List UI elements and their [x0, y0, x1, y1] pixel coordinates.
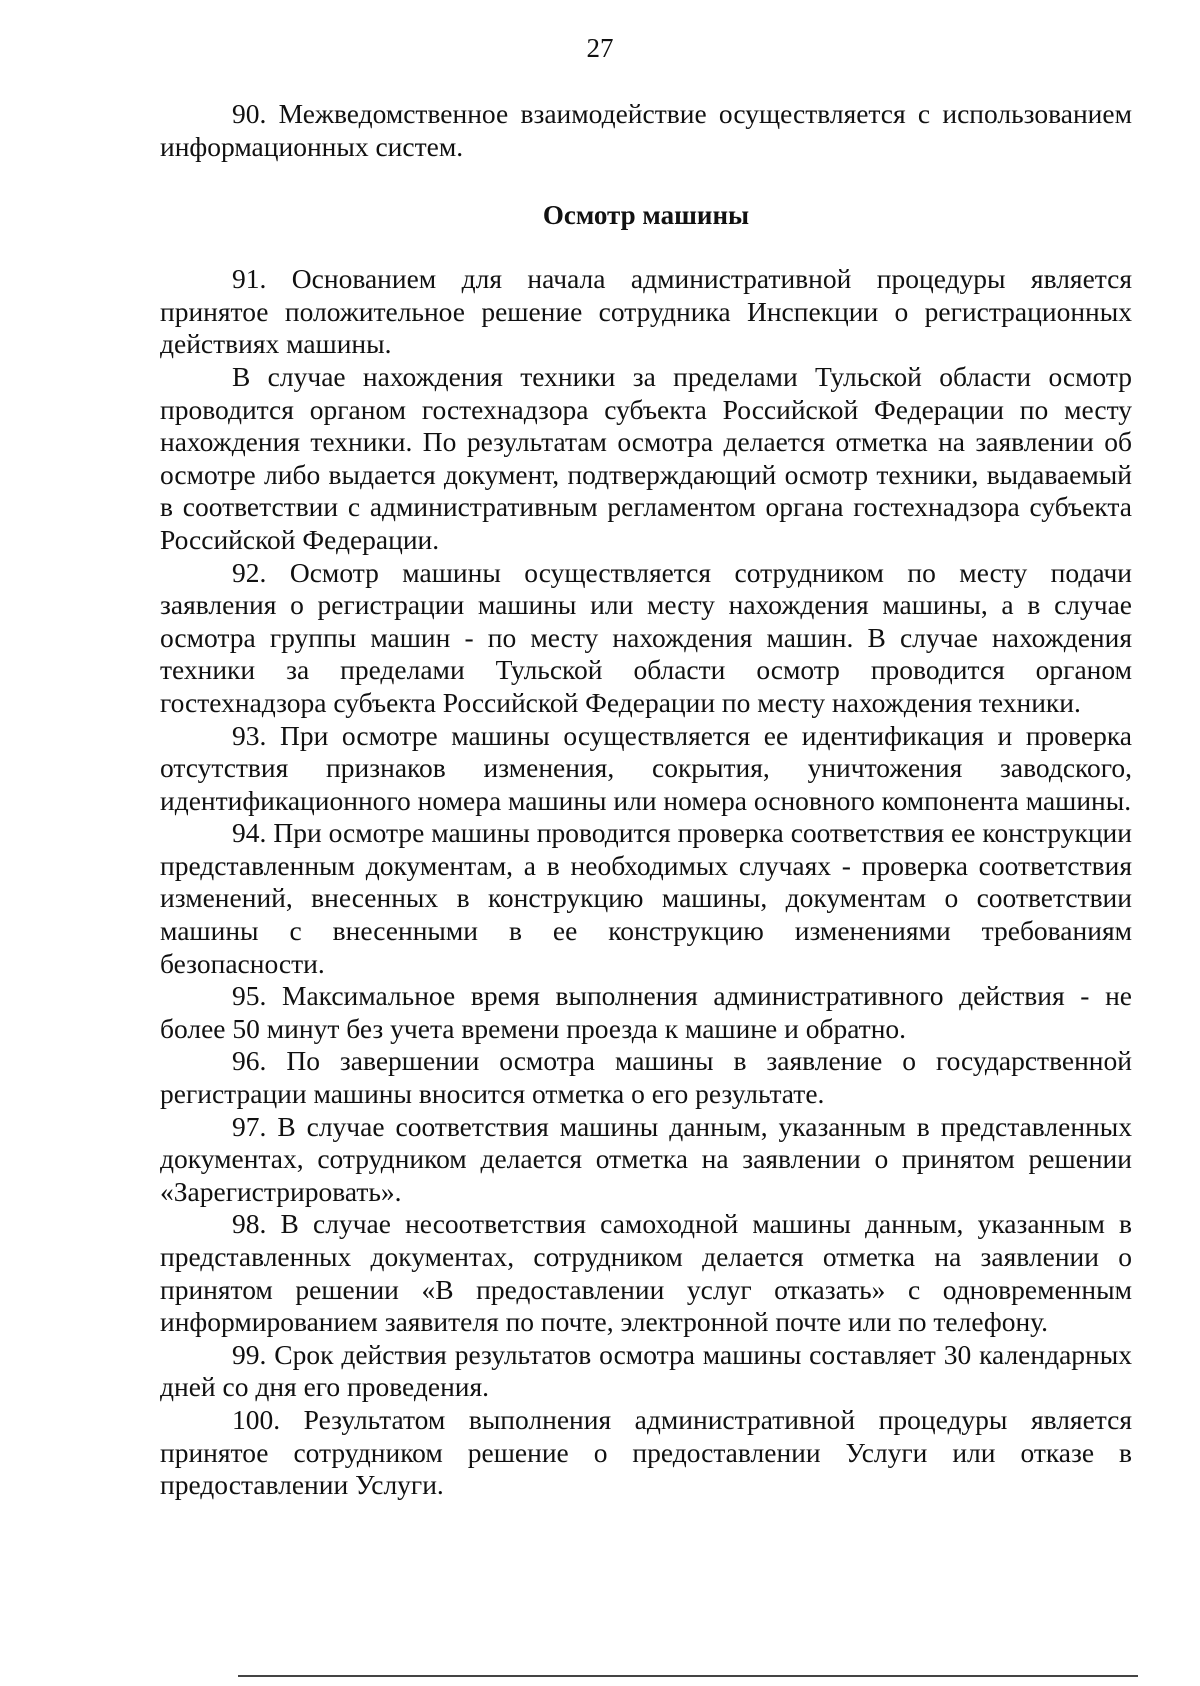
paragraph-97: 97. В случае соответствия машины данным, указанным в представленных документах, сотрудником делается отметка на заявлении о принятом решении «Зарегистрировать». [160, 1110, 1132, 1207]
paragraph-93: 93. При осмотре машины осуществляется ее идентификация и проверка отсутствия признаков изменения, сокрытия, уничтожения заводского, идентификационного номера машины или номера основного компонента машины. [160, 719, 1132, 816]
page-number: 27 [586, 33, 614, 63]
paragraph-92: 92. Осмотр машины осуществляется сотрудником по месту подачи заявления о регистрации машины или месту нахождения машины, а в случае осмотра группы машин - по месту нахождения машин. В случае нахождения техники за пределами Тульской области осмотр проводится органом гостехнадзора субъекта Российской Федерации по месту нахождения техники. [160, 556, 1132, 718]
paragraph-91-continuation: В случае нахождения техники за пределами Тульской области осмотр проводится органом гостехнадзора субъекта Российской Федерации по месту нахождения техники. По результатам осмотра делается отметка на заявлении об осмотре либо выдается документ, подтверждающий осмотр техники, выдаваемый в соответствии с административным регламентом органа гостехнадзора субъекта Российской Федерации. [160, 360, 1132, 555]
document-body [160, 98, 1132, 1502]
footer-divider [238, 1675, 1138, 1677]
paragraph-91: 91. Основанием для начала административной процедуры является принятое положительное решение сотрудника Инспекции о регистрационных действиях машины. [160, 263, 1132, 360]
paragraph-90: 90. Межведомственное взаимодействие осуществляется с использованием информационных систем. [160, 98, 1132, 162]
paragraph-98: 98. В случае несоответствия самоходной машины данным, указанным в представленных документах, сотрудником делается отметка на заявлении о принятом решении «В предоставлении услуг отказать» с одновременным информированием заявителя по почте, электронной почте или по телефону. [160, 1208, 1132, 1338]
section-heading: Осмотр машины [542, 200, 750, 231]
paragraph-95: 95. Максимальное время выполнения административного действия - не более 50 минут без учета времени проезда к машине и обратно. [160, 980, 1132, 1044]
paragraph-99: 99. Срок действия результатов осмотра машины составляет 30 календарных дней со дня его проведения. [160, 1338, 1132, 1403]
paragraph-94: 94. При осмотре машины проводится проверка соответствия ее конструкции представленным документам, а в необходимых случаях - проверка соответствия изменений, внесенных в конструкцию машины, документам о соответствии машины с внесенными в ее конструкцию изменениями требованиям безопасности. [160, 817, 1132, 979]
paragraph-100: 100. Результатом выполнения административной процедуры является принятое сотрудником решение о предоставлении Услуги или отказе в предоставлении Услуги. [160, 1403, 1132, 1501]
paragraph-96: 96. По завершении осмотра машины в заявление о государственной регистрации машины вносится отметка о его результате. [160, 1045, 1132, 1110]
